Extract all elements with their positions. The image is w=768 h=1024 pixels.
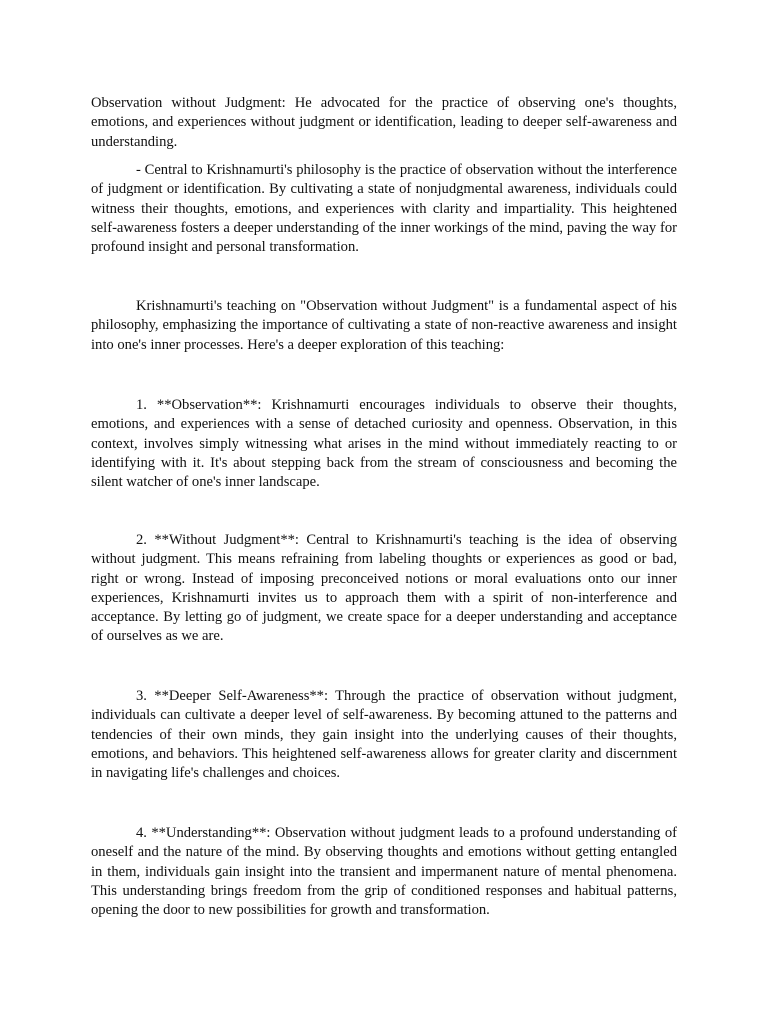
paragraph-point-without-judgment: 2. **Without Judgment**: Central to Krishnamurti's teaching is the idea of observing without judgment. This means refraining from labeling thoughts or experiences as good or bad, right or wrong. Instead of imposing preconceived notions or moral evaluations onto our inner experiences, Krishnamurti invites us to approach them with a spirit of non-interference and acceptance. By letting go of judgment, we create space for a deeper understanding and acceptance of ourselves as we are. <box>91 532 677 645</box>
paragraph-point-self-awareness: 3. **Deeper Self-Awareness**: Through the practice of observation without judgment, individuals can cultivate a deeper level of self-awareness. By becoming attuned to the patterns and tendencies of their own minds, they gain insight into the underlying causes of their thoughts, emotions, and behaviors. This heightened self-awareness allows for greater clarity and discernment in navigating life's challenges and choices. <box>91 688 677 782</box>
paragraph-point-understanding: 4. **Understanding**: Observation without judgment leads to a profound understanding of oneself and the nature of the mind. By observing thoughts and emotions without getting entangled in them, individuals gain insight into the transient and impermanent nature of mental phenomena. This understanding brings freedom from the grip of conditioned responses and habitual patterns, opening the door to new possibilities for growth and transformation. <box>91 825 677 919</box>
paragraph-point-observation: 1. **Observation**: Krishnamurti encourages individuals to observe their thoughts, emotions, and experiences with a sense of detached curiosity and openness. Observation, in this context, involves simply witnessing what arises in the mind without immediately reacting to or identifying with it. It's about stepping back from the stream of consciousness and becoming the silent watcher of one's inner landscape. <box>91 397 677 491</box>
paragraph-central-philosophy: - Central to Krishnamurti's philosophy is the practice of observation without the interference of judgment or identification. By cultivating a state of nonjudgmental awareness, individuals could witness their thoughts, emotions, and experiences with clarity and impartiality. This heightened self-awareness fosters a deeper understanding of the inner workings of the mind, paving the way for profound insight and personal transformation. <box>91 162 677 256</box>
paragraph-intro: Observation without Judgment: He advocated for the practice of observing one's thoughts, emotions, and experiences without judgment or identification, leading to deeper self-awareness and understanding. <box>91 95 677 150</box>
paragraph-teaching-overview: Krishnamurti's teaching on "Observation without Judgment" is a fundamental aspect of his philosophy, emphasizing the importance of cultivating a state of non-reactive awareness and insight into one's inner processes. Here's a deeper exploration of this teaching: <box>91 298 677 353</box>
